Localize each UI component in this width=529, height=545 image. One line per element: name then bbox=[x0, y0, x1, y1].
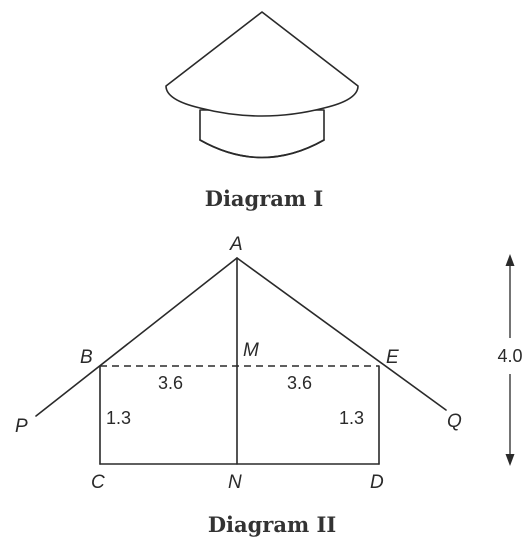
diagram-2 bbox=[15, 234, 523, 537]
label-E: E bbox=[386, 347, 399, 368]
measure-BC: 1.3 bbox=[106, 408, 132, 428]
cone-roof bbox=[166, 12, 358, 116]
label-M: M bbox=[243, 340, 259, 361]
cylinder-body bbox=[200, 110, 324, 158]
measure-ME: 3.6 bbox=[287, 373, 313, 393]
measure-ED: 1.3 bbox=[339, 408, 365, 428]
label-P: P bbox=[15, 416, 28, 437]
measure-BM: 3.6 bbox=[158, 373, 184, 393]
diagram-2-caption: Diagram II bbox=[207, 512, 337, 537]
height-arrow-top-icon bbox=[506, 254, 515, 266]
line-AQ bbox=[237, 258, 446, 410]
label-C: C bbox=[91, 472, 105, 493]
height-arrow-bottom-icon bbox=[506, 454, 515, 466]
cone-shape bbox=[166, 12, 358, 116]
label-N: N bbox=[228, 472, 242, 493]
cylinder-base bbox=[200, 110, 324, 158]
label-A: A bbox=[230, 234, 243, 255]
diagram-1-caption: Diagram I bbox=[204, 186, 324, 211]
label-D: D bbox=[370, 472, 384, 493]
measure-height: 4.0 bbox=[497, 346, 523, 366]
line-PA bbox=[36, 258, 237, 416]
label-Q: Q bbox=[447, 411, 462, 432]
label-B: B bbox=[80, 347, 93, 368]
diagram-1 bbox=[166, 12, 358, 211]
height-dimension bbox=[497, 254, 522, 466]
